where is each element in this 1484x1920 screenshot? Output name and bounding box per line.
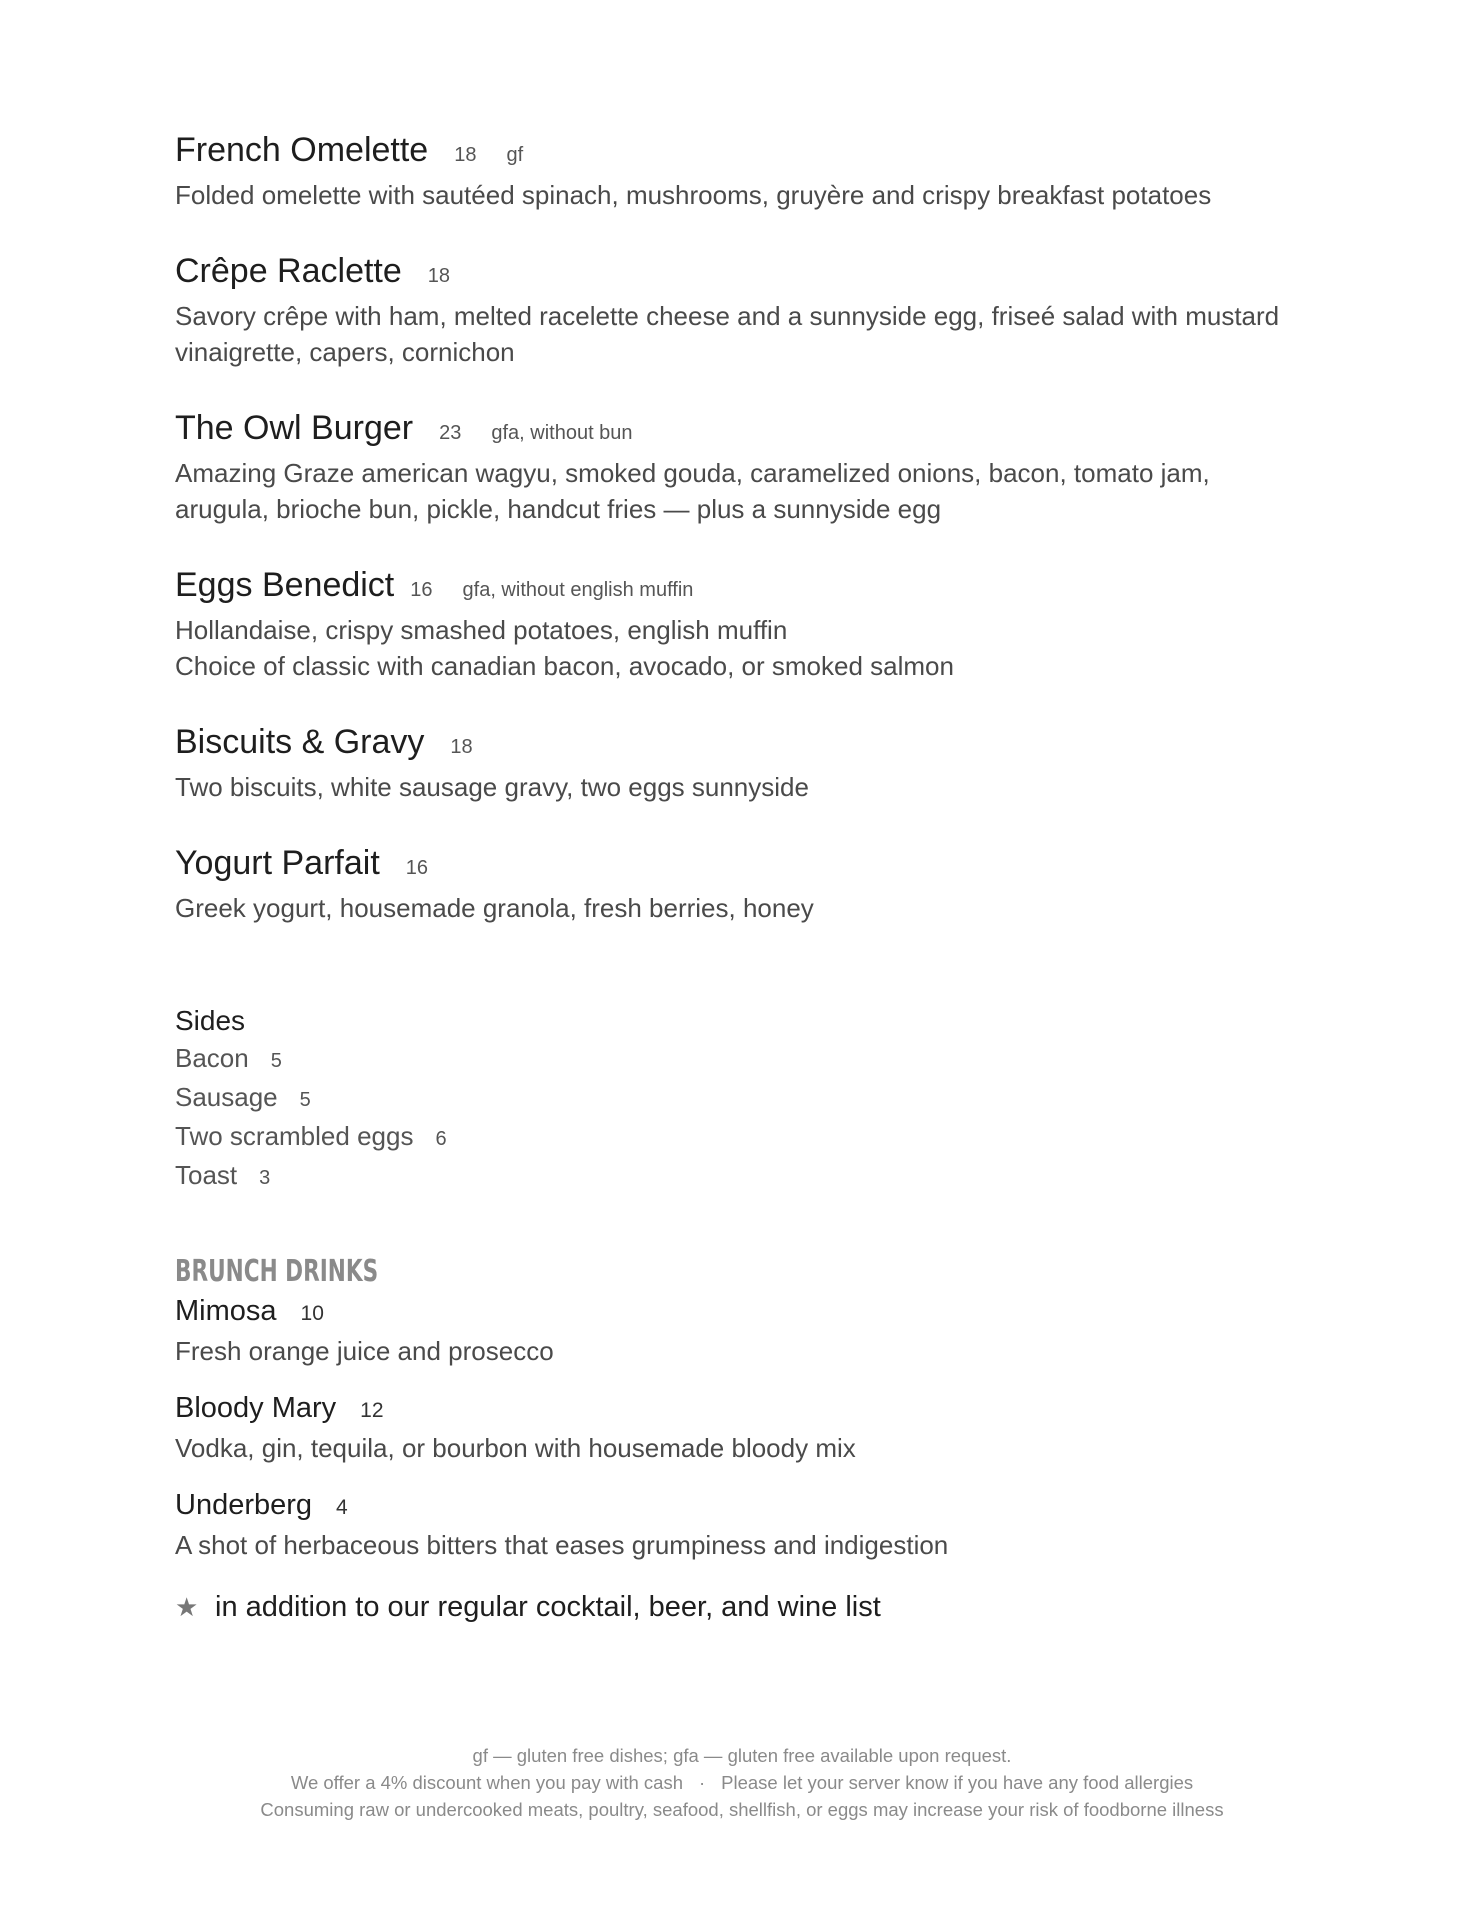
- dish-description: [175, 177, 1375, 213]
- dish-price: 18: [427, 265, 451, 287]
- drink-item: [175, 1486, 1375, 1563]
- drink-name: Underberg: [175, 1489, 313, 1521]
- menu-page: [175, 128, 1375, 1624]
- side-name: Sausage: [175, 1082, 278, 1112]
- dish-header: [175, 406, 1375, 455]
- dish-name: Yogurt Parfait: [175, 844, 380, 882]
- dish-description-line: Folded omelette with sautéed spinach, mushrooms, gruyère and crispy breakfast potatoes: [175, 180, 1212, 210]
- dish-description-line: Choice of classic with canadian bacon, avocado, or smoked salmon: [175, 651, 954, 681]
- footer-payment-allergy-line: [0, 1769, 1484, 1796]
- menu-footer: [0, 1742, 1484, 1823]
- drink-header: [175, 1389, 1375, 1430]
- dish-item: [175, 563, 1375, 684]
- side-item: [175, 1040, 1375, 1079]
- side-name: Bacon: [175, 1043, 249, 1073]
- drink-name: Mimosa: [175, 1295, 277, 1327]
- dish-price: 16: [405, 857, 429, 879]
- dish-header: [175, 720, 1375, 769]
- brunch-drinks-section: [175, 1252, 1375, 1624]
- dish-list: [175, 128, 1375, 926]
- side-price: 5: [299, 1089, 311, 1111]
- dish-name: Crêpe Raclette: [175, 252, 402, 290]
- side-price: 5: [270, 1050, 282, 1072]
- drink-description: Fresh orange juice and prosecco: [175, 1336, 554, 1366]
- side-price: 6: [435, 1128, 447, 1150]
- dish-description-line: Greek yogurt, housemade granola, fresh berries, honey: [175, 893, 814, 923]
- dish-name: French Omelette: [175, 131, 429, 169]
- dish-description: [175, 612, 1375, 684]
- dish-header: [175, 563, 1375, 612]
- drink-item: [175, 1389, 1375, 1466]
- dish-item: [175, 406, 1375, 527]
- drink-name: Bloody Mary: [175, 1392, 337, 1424]
- footer-consumption-warning: Consuming raw or undercooked meats, poultry, seafood, shellfish, or eggs may increase your risk of foodborne illness: [260, 1799, 1224, 1820]
- drinks-note-text: in addition to our regular cocktail, beer, and wine list: [215, 1591, 881, 1623]
- side-name: Toast: [175, 1160, 238, 1190]
- dish-item: [175, 128, 1375, 213]
- footer-gluten-note: gf — gluten free dishes; gfa — gluten free available upon request.: [472, 1745, 1012, 1766]
- brunch-drinks-title: BRUNCH DRINKS: [175, 1254, 379, 1289]
- dish-description: [175, 455, 1375, 527]
- dish-item: [175, 720, 1375, 805]
- dish-description: [175, 769, 1375, 805]
- dish-note: gfa, without bun: [491, 422, 633, 444]
- dish-price: 16: [410, 579, 433, 601]
- dish-price: 18: [450, 736, 473, 758]
- dish-description: [175, 890, 1375, 926]
- sides-title: Sides: [175, 1005, 246, 1036]
- drink-header: [175, 1292, 1375, 1333]
- dish-header: [175, 841, 1375, 890]
- dish-header: [175, 249, 1375, 298]
- side-item: [175, 1079, 1375, 1118]
- side-price: 3: [259, 1167, 271, 1189]
- drink-header: [175, 1486, 1375, 1527]
- drink-price: 4: [336, 1496, 348, 1519]
- side-item: [175, 1118, 1375, 1157]
- dish-description-line: Savory crêpe with ham, melted racelette cheese and a sunnyside egg, friseé salad with mustard: [175, 301, 1280, 331]
- dish-description-line: arugula, brioche bun, pickle, handcut fries — plus a sunnyside egg: [175, 494, 942, 524]
- dish-description-line: Amazing Graze american wagyu, smoked gouda, caramelized onions, bacon, tomato jam,: [175, 458, 1210, 488]
- drink-item: [175, 1292, 1375, 1369]
- footer-separator: ·: [698, 1772, 706, 1793]
- side-name: Two scrambled eggs: [175, 1121, 414, 1151]
- dish-item: [175, 249, 1375, 370]
- dish-name: The Owl Burger: [175, 409, 414, 447]
- dish-note: gf: [506, 144, 524, 166]
- star-icon: ★: [175, 1592, 199, 1622]
- dish-description-line: Two biscuits, white sausage gravy, two eggs sunnyside: [175, 772, 809, 802]
- dish-name: Eggs Benedict: [175, 566, 395, 604]
- footer-cash-discount: We offer a 4% discount when you pay with cash: [290, 1772, 683, 1793]
- footer-allergy-note: Please let your server know if you have any food allergies: [721, 1772, 1194, 1793]
- dish-price: 18: [454, 144, 477, 166]
- dish-description: [175, 298, 1375, 370]
- side-item: [175, 1157, 1375, 1196]
- dish-note: gfa, without english muffin: [462, 579, 694, 601]
- dish-name: Biscuits & Gravy: [175, 723, 425, 761]
- dish-item: [175, 841, 1375, 926]
- dish-description-line: Hollandaise, crispy smashed potatoes, english muffin: [175, 615, 788, 645]
- drink-description: Vodka, gin, tequila, or bourbon with housemade bloody mix: [175, 1433, 856, 1463]
- dish-header: [175, 128, 1375, 177]
- drink-price: 12: [360, 1399, 384, 1422]
- drink-description: A shot of herbaceous bitters that eases grumpiness and indigestion: [175, 1530, 949, 1560]
- drink-price: 10: [300, 1302, 324, 1325]
- dish-price: 23: [439, 422, 462, 444]
- sides-section: [175, 1002, 1375, 1196]
- dish-description-line: vinaigrette, capers, cornichon: [175, 337, 515, 367]
- drinks-note: [175, 1591, 1375, 1624]
